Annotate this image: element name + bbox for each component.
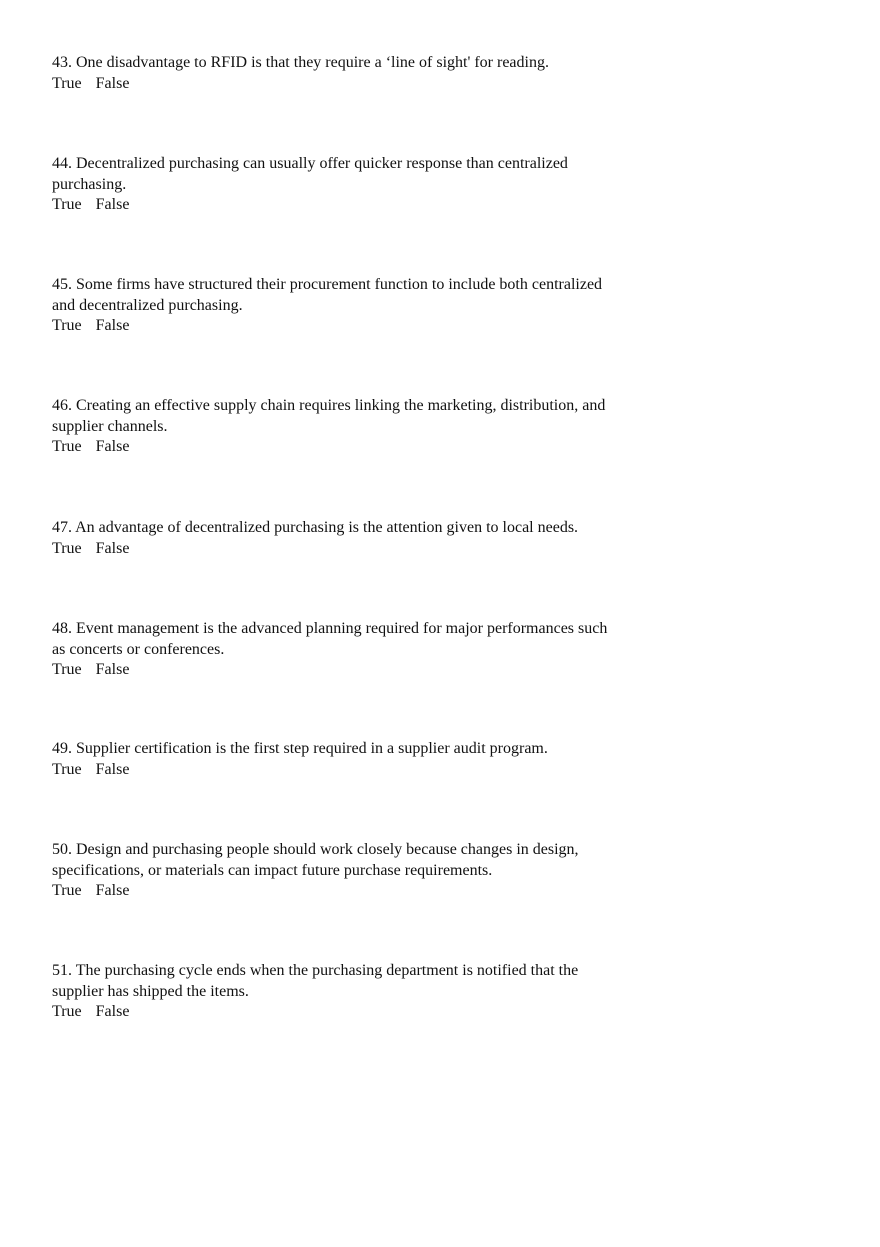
answer-options — [52, 1002, 578, 1023]
question-43 — [52, 53, 549, 94]
true-option[interactable]: True — [52, 760, 82, 778]
true-option[interactable]: True — [52, 74, 82, 92]
question-text: 49. Supplier certification is the first step required in a supplier audit program. — [52, 740, 548, 757]
question-45 — [52, 275, 602, 337]
question-text: 43. One disadvantage to RFID is that they require a ‘line of sight' for reading. — [52, 54, 549, 71]
false-option[interactable]: False — [95, 1003, 130, 1020]
question-text: 50. Design and purchasing people should work closely because changes in design, specifications, or materials can impact future purchase requirements. — [52, 841, 579, 879]
answer-options — [52, 539, 578, 560]
true-option[interactable]: True — [52, 539, 82, 557]
question-text: 46. Creating an effective supply chain requires linking the marketing, distribution, and supplier channels. — [52, 397, 606, 435]
false-option[interactable]: False — [95, 882, 130, 899]
false-option[interactable]: False — [95, 438, 130, 455]
question-text: 44. Decentralized purchasing can usually offer quicker response than centralized purchasing. — [52, 155, 568, 193]
question-46 — [52, 396, 605, 458]
true-option[interactable]: True — [52, 196, 82, 213]
question-50 — [52, 840, 579, 902]
question-text: 51. The purchasing cycle ends when the purchasing department is notified that the supplier has shipped the items. — [52, 962, 579, 1000]
false-option[interactable]: False — [95, 661, 130, 678]
true-option[interactable]: True — [52, 317, 82, 334]
question-text: 47. An advantage of decentralized purchasing is the attention given to local needs. — [52, 519, 579, 536]
false-option[interactable]: False — [95, 74, 130, 92]
answer-options — [52, 195, 568, 216]
answer-options — [52, 74, 549, 95]
true-option[interactable]: True — [52, 661, 82, 678]
false-option[interactable]: False — [95, 196, 130, 213]
true-option[interactable]: True — [52, 882, 82, 899]
question-49 — [52, 739, 548, 780]
false-option[interactable]: False — [95, 760, 130, 778]
answer-options — [52, 760, 548, 781]
question-text: 48. Event management is the advanced planning required for major performances such as concerts or conferences. — [52, 620, 608, 658]
true-option[interactable]: True — [52, 438, 82, 455]
question-47 — [52, 518, 578, 559]
answer-options — [52, 437, 605, 458]
false-option[interactable]: False — [95, 539, 130, 557]
answer-options — [52, 316, 602, 337]
question-text: 45. Some firms have structured their procurement function to include both centralized and decentralized purchasing. — [52, 276, 603, 314]
answer-options — [52, 660, 607, 681]
question-48 — [52, 619, 607, 681]
question-44 — [52, 154, 568, 216]
false-option[interactable]: False — [95, 317, 130, 334]
true-option[interactable]: True — [52, 1003, 82, 1020]
answer-options — [52, 881, 579, 902]
question-51 — [52, 961, 578, 1023]
